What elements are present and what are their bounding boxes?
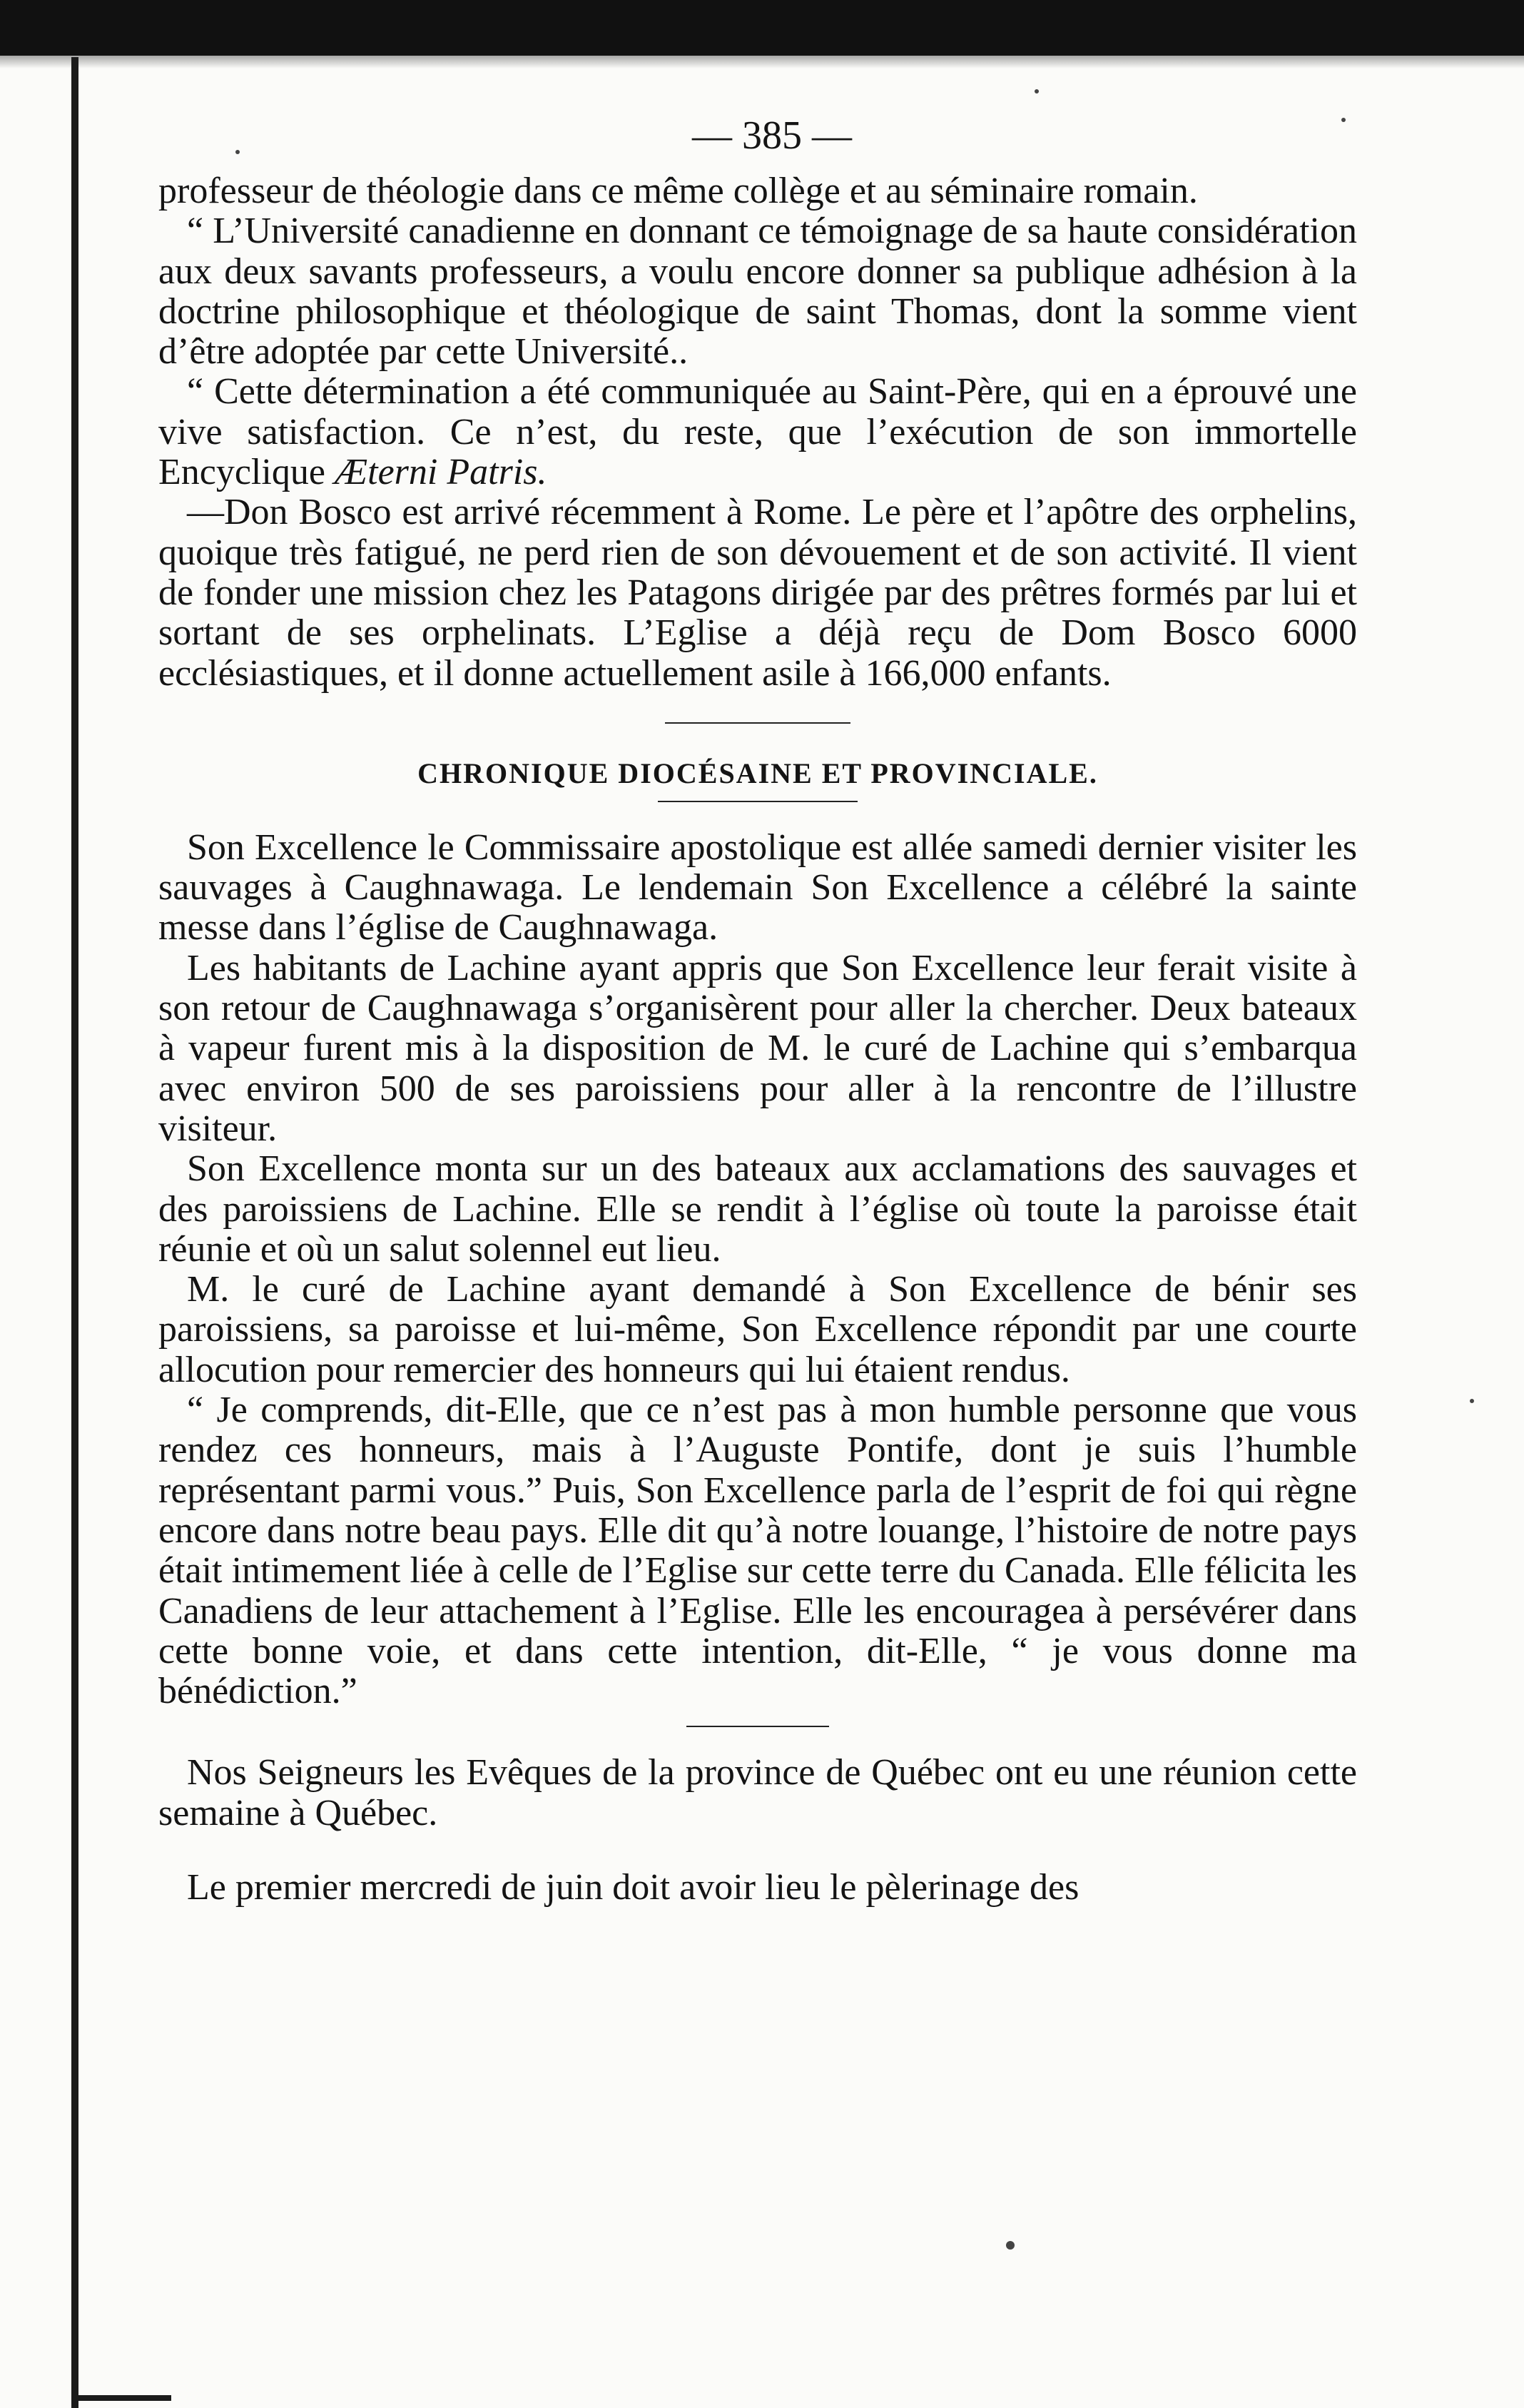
scan-left-border: [71, 57, 78, 2408]
paragraph: Les habitants de Lachine ayant appris que Son Excellence leur ferait visite à son retour de Caughnawaga s’organisèrent pour aller la chercher. Deux bateaux à vapeur furent mis à la disposition de M. le curé de Lachine qui s’embarqua avec environ 500 de ses paroissiens pour aller à la rencontre de l’illustre visiteur.: [158, 947, 1357, 1149]
paragraph-text: “ Cette détermination a été communiquée au Saint-Père, qui en a éprouvé une vive satisfaction. Ce n’est, du reste, que l’exécution de son immortelle Encyclique: [158, 371, 1357, 493]
paragraph: professeur de théologie dans ce même collège et au séminaire romain.: [158, 171, 1198, 211]
scan-top-shadow: [0, 56, 1524, 69]
paragraph: —Don Bosco est arrivé récemment à Rome. Le père et l’apôtre des orphelins, quoique très fatigué, ne perd rien de son dévouement et de son activité. Il vient de fonder une mission chez les Patagons dirigée par des prêtres formés par lui et sortant de ses orphelinats. L’Eglise a déjà reçu de Dom Bosco 6000 ecclésiastiques, et il donne actuellement asile à 166,000 enfants.: [158, 492, 1357, 694]
separator-rule: [665, 722, 850, 724]
separator-rule: [658, 801, 858, 802]
paragraph: Nos Seigneurs les Evêques de la province de Québec ont eu une réunion cette semaine à Québec.: [158, 1752, 1357, 1833]
separator-rule: [686, 1726, 829, 1727]
paragraph: M. le curé de Lachine ayant demandé à Son Excellence de bénir ses paroissiens, sa paroisse et lui-même, Son Excellence répondit par une courte allocution pour remercier des honneurs qui lui étaient rendus.: [158, 1269, 1357, 1390]
scan-top-border: [0, 0, 1524, 56]
scan-speck: [1470, 1399, 1474, 1403]
paragraph: Son Excellence monta sur un des bateaux aux acclamations des sauvages et des paroissiens de Lachine. Elle se rendit à l’église où toute la paroisse était réunie et où un salut solennel eut lieu.: [158, 1148, 1357, 1270]
encyclical-title: Æterni Patris.: [334, 452, 547, 493]
scan-bottom-mark: [71, 2395, 171, 2401]
paragraph: Le premier mercredi de juin doit avoir lieu le pèlerinage des: [187, 1866, 1080, 1908]
page-number: — 385 —: [692, 113, 852, 158]
paragraph: “ Je comprends, dit-Elle, que ce n’est pas à mon humble personne que vous rendez ces honneurs, mais à l’Auguste Pontife, dont je suis l’humble représentant parmi vous.” Puis, Son Excellence parla de l’esprit de foi qui règne encore dans notre beau pays. Elle dit qu’à notre louange, l’histoire de notre pays était intimement liée à celle de l’Eglise sur cette terre du Canada. Elle félicita les Canadiens de leur attachement à l’Eglise. Elle les encouragea à persévérer dans cette bonne voie, et dans cette intention, dit-Elle, “ je vous donne ma bénédiction.”: [158, 1390, 1357, 1712]
paragraph: “ L’Université canadienne en donnant ce témoignage de sa haute considération aux deux savants professeurs, a voulu encore donner sa publique adhésion à la doctrine philosophique et théologique de saint Thomas, dont la somme vient d’être adoptée par cette Université..: [158, 211, 1357, 373]
paragraph: Son Excellence le Commissaire apostolique est allée samedi dernier visiter les sauvages à Caughnawaga. Le lendemain Son Excellence a célébré la sainte messe dans l’église de Caughnawaga.: [158, 826, 1357, 948]
paragraph: [158, 372, 1357, 492]
section-heading: CHRONIQUE DIOCÉSAINE ET PROVINCIALE.: [417, 757, 1098, 789]
page-body: [158, 107, 1357, 1908]
scan-speck: [1035, 89, 1039, 93]
scan-speck: [1006, 2241, 1015, 2250]
